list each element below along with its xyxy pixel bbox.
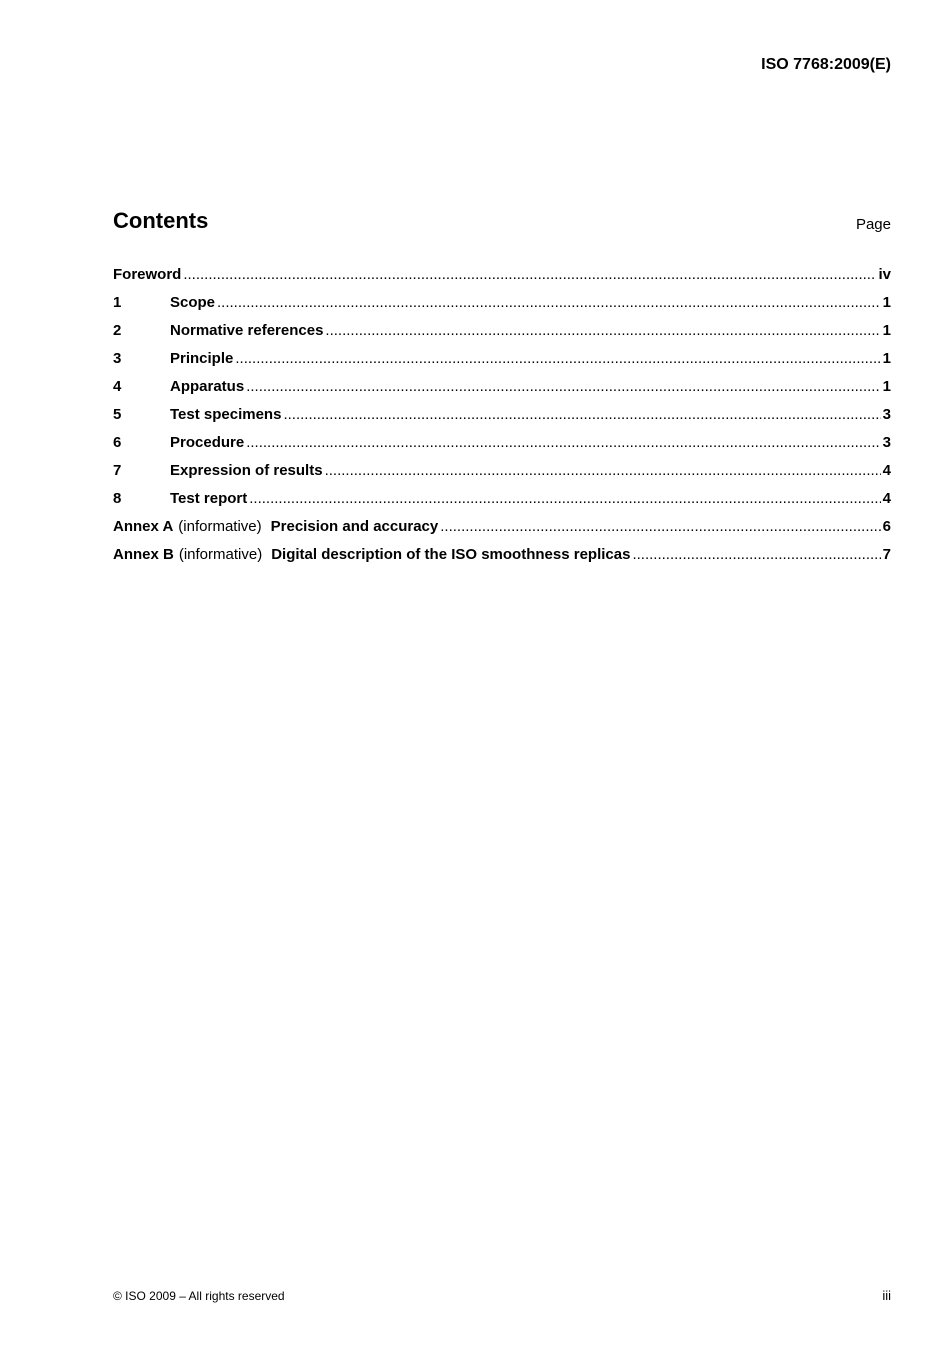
dot-leader xyxy=(249,490,880,507)
dot-leader xyxy=(440,518,880,535)
footer-page-number: iii xyxy=(882,1288,891,1303)
toc-entry-title: Test report xyxy=(170,490,248,507)
toc-entry-page: 4 xyxy=(882,490,891,507)
toc-entry-page: 1 xyxy=(882,294,891,311)
dot-leader xyxy=(235,350,880,367)
dot-leader xyxy=(325,322,880,339)
toc-entry-page: 1 xyxy=(882,350,891,367)
toc-entry-page: 6 xyxy=(882,518,891,535)
toc-entry-number: 4 xyxy=(113,378,122,395)
dot-leader xyxy=(217,294,881,311)
footer-copyright: © ISO 2009 – All rights reserved xyxy=(113,1289,285,1303)
toc-entry-number: 1 xyxy=(113,294,122,311)
annex-type: (informative) xyxy=(178,546,263,563)
dot-leader xyxy=(183,266,876,283)
toc-entry-page: 7 xyxy=(882,546,891,563)
dot-leader xyxy=(283,406,880,423)
toc-entry-title: Normative references xyxy=(170,322,324,339)
table-of-contents xyxy=(113,266,891,574)
toc-entry-title: Principle xyxy=(170,350,234,367)
toc-entry-number: 3 xyxy=(113,350,122,367)
dot-leader xyxy=(632,546,880,563)
toc-entry-number: 7 xyxy=(113,462,122,479)
toc-entry-clause-6[interactable] xyxy=(113,434,891,462)
dot-leader xyxy=(246,434,880,451)
toc-entry-page: 4 xyxy=(882,462,891,479)
toc-entry-clause-4[interactable] xyxy=(113,378,891,406)
toc-entry-title: Foreword xyxy=(113,266,182,283)
contents-header xyxy=(113,208,891,238)
toc-entry-clause-1[interactable] xyxy=(113,294,891,322)
toc-entry-clause-3[interactable] xyxy=(113,350,891,378)
document-id: ISO 7768:2009(E) xyxy=(761,56,891,73)
dot-leader xyxy=(325,462,881,479)
toc-entry-clause-5[interactable] xyxy=(113,406,891,434)
toc-entry-clause-2[interactable] xyxy=(113,322,891,350)
contents-title: Contents xyxy=(113,208,209,233)
toc-entry-title: Precision and accuracy xyxy=(270,518,439,535)
toc-entry-foreword[interactable] xyxy=(113,266,891,294)
toc-entry-page: 3 xyxy=(882,434,891,451)
toc-entry-page: iv xyxy=(878,266,891,283)
toc-entry-title: Test specimens xyxy=(170,406,282,423)
toc-entry-clause-7[interactable] xyxy=(113,462,891,490)
toc-entry-number: 5 xyxy=(113,406,122,423)
toc-entry-number: 8 xyxy=(113,490,122,507)
dot-leader xyxy=(246,378,880,395)
toc-entry-page: 1 xyxy=(882,378,891,395)
toc-entry-title: Apparatus xyxy=(170,378,245,395)
annex-label: Annex B xyxy=(113,546,174,563)
toc-entry-page: 3 xyxy=(882,406,891,423)
toc-entry-clause-8[interactable] xyxy=(113,490,891,518)
toc-entry-title: Scope xyxy=(170,294,216,311)
toc-entry-annex-a[interactable] xyxy=(113,518,891,546)
toc-entry-title: Expression of results xyxy=(170,462,323,479)
toc-entry-title: Procedure xyxy=(170,434,245,451)
toc-entry-annex-b[interactable] xyxy=(113,546,891,574)
toc-entry-title: Digital description of the ISO smoothness replicas xyxy=(271,546,631,563)
page-column-label: Page xyxy=(855,216,891,233)
toc-entry-page: 1 xyxy=(882,322,891,339)
annex-type: (informative) xyxy=(178,518,262,535)
annex-label: Annex A xyxy=(113,518,174,535)
toc-entry-number: 6 xyxy=(113,434,122,451)
toc-entry-number: 2 xyxy=(113,322,122,339)
